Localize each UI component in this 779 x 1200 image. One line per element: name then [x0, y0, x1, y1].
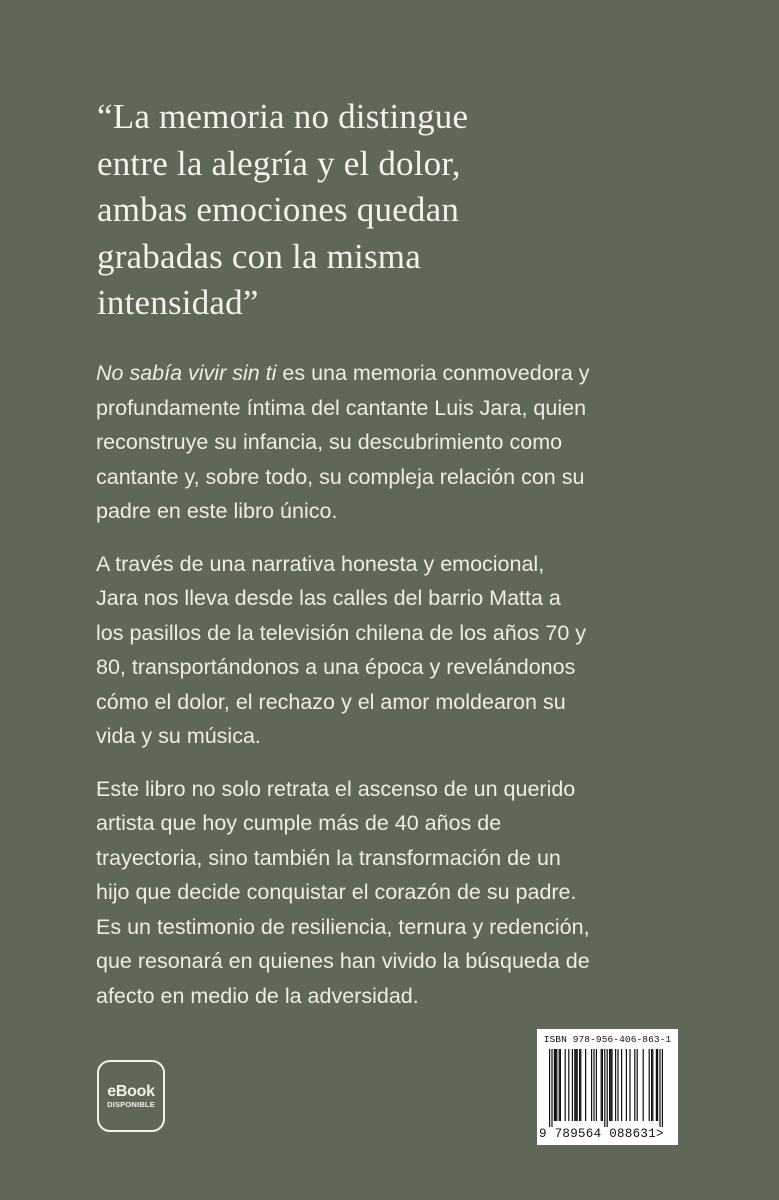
barcode-bar: [579, 1049, 580, 1121]
barcode-bar: [637, 1049, 638, 1121]
barcode-bar: [656, 1049, 657, 1121]
barcode-bar: [615, 1049, 616, 1121]
barcode-bar: [549, 1049, 550, 1127]
barcode-bar: [617, 1049, 618, 1121]
barcode-bar: [601, 1049, 602, 1121]
barcode-bar: [574, 1049, 575, 1121]
quote-line: entre la alegría y el dolor,: [97, 143, 461, 183]
barcode-bar: [602, 1049, 603, 1121]
barcode-bar: [657, 1049, 658, 1121]
synopsis-line: reconstruye su infancia, su descubrimiento como: [96, 430, 563, 454]
barcode-bar: [626, 1049, 627, 1121]
ebook-badge: [97, 1060, 165, 1132]
synopsis-line: profundamente íntima del cantante Luis Jara, quien: [96, 395, 587, 420]
barcode-bar: [609, 1049, 610, 1121]
synopsis-line-rest: es una memoria conmovedora y: [276, 361, 590, 385]
barcode-bar: [593, 1049, 594, 1121]
quote-line: intensidad”: [97, 283, 259, 322]
barcode-bar: [575, 1049, 576, 1121]
synopsis-line: padre en este libro único.: [96, 499, 338, 523]
barcode-bar: [621, 1049, 622, 1121]
barcode-bar: [556, 1049, 557, 1121]
synopsis-line: Este libro no solo retrata el ascenso de un querido: [96, 776, 576, 801]
barcode-bar: [572, 1049, 573, 1121]
barcode-bar: [634, 1049, 635, 1121]
barcode-bar: [591, 1049, 592, 1121]
synopsis-paragraph-3: [96, 772, 696, 1014]
barcode-bar: [662, 1049, 663, 1127]
synopsis-line: trayectoria, sino también la transformación de un: [96, 845, 561, 870]
synopsis-paragraph-2: [96, 547, 696, 754]
barcode-bar: [585, 1049, 586, 1121]
synopsis-line: Jara nos lleva desde las calles del barrio Matta a: [96, 586, 561, 610]
ean-end-marker: >: [656, 1127, 664, 1141]
barcode-bar: [559, 1049, 560, 1121]
isbn-label: ISBN 978-956-406-863-1: [543, 1034, 672, 1045]
synopsis-line: hijo que decide conquistar el corazón de su padre.: [96, 880, 577, 904]
synopsis-line: [96, 356, 696, 391]
synopsis-line: afecto en medio de la adversidad.: [96, 983, 419, 1008]
quote-line: ambas emociones quedan: [97, 190, 460, 229]
barcode-bar: [629, 1049, 630, 1121]
barcode-bar: [555, 1049, 556, 1121]
barcode-bar: [568, 1049, 569, 1121]
barcode-bar: [607, 1049, 608, 1127]
synopsis-paragraph-1: [96, 356, 696, 529]
barcode-bar: [649, 1049, 650, 1121]
barcode-bar: [554, 1049, 555, 1121]
barcode-bar: [604, 1049, 605, 1127]
barcode-bar: [652, 1049, 653, 1121]
synopsis-line: artista que hoy cumple más de 40 años de: [96, 811, 502, 835]
quote-line: grabadas con la misma: [97, 236, 421, 276]
synopsis-line: que resonará en quienes han vivido la búsqueda de: [96, 949, 590, 973]
back-cover-quote: [97, 94, 717, 327]
ebook-badge-subtitle: DISPONIBLE: [107, 1099, 155, 1109]
ebook-badge-title: eBook: [107, 1082, 155, 1100]
synopsis-line: Es un testimonio de resiliencia, ternura y redención,: [96, 914, 590, 939]
book-title: No sabía vivir sin ti: [96, 361, 277, 385]
synopsis-line: vida y su música.: [96, 724, 261, 748]
barcode-bar: [659, 1049, 660, 1127]
barcode-bar: [580, 1049, 581, 1121]
isbn-barcode: [537, 1029, 678, 1145]
synopsis-line: cantante y, sobre todo, su compleja relación con su: [96, 464, 585, 489]
barcode-bar: [610, 1049, 611, 1121]
barcode-bar: [551, 1049, 552, 1127]
synopsis-line: los pasillos de la televisión chilena de los años 70 y: [96, 620, 587, 645]
barcode-bar: [651, 1049, 652, 1121]
synopsis-line: A través de una narrativa honesta y emocional,: [96, 551, 545, 576]
barcode-bar: [560, 1049, 561, 1121]
barcode-bar: [565, 1049, 566, 1121]
ean-number: 9 789564 088631: [539, 1127, 657, 1141]
synopsis-line: cómo el dolor, el rechazo y el amor moldearon su: [96, 689, 566, 714]
barcode-bar: [596, 1049, 597, 1121]
barcode-bar: [577, 1049, 578, 1121]
synopsis: [96, 356, 696, 1031]
synopsis-line: 80, transportándonos a una época y revelándonos: [96, 655, 576, 679]
barcode-bar: [611, 1049, 612, 1121]
ean-digits: [539, 1127, 676, 1141]
quote-line: “La memoria no distingue: [97, 97, 469, 136]
barcode-bar: [643, 1049, 644, 1121]
